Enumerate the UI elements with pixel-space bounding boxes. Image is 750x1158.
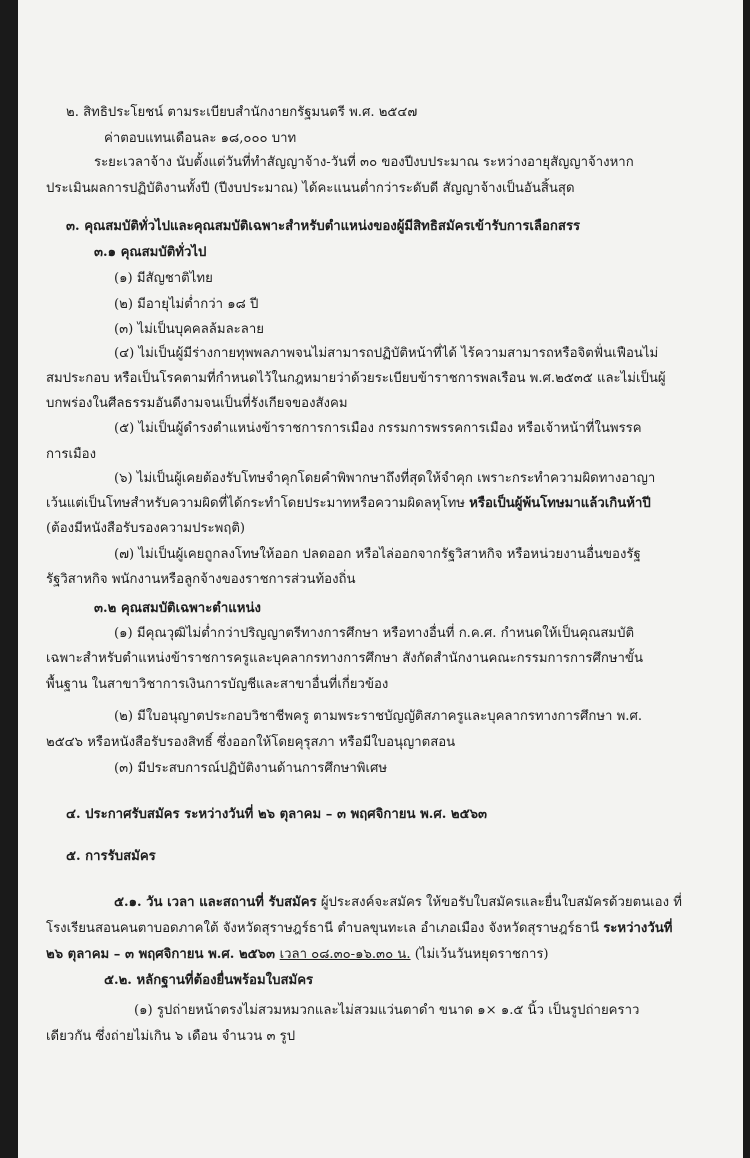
school-address: โรงเรียนสอนคนตาบอดภาคใต้ จังหวัดสุราษฎร์ธานี ตำบลขุนทะเล อำเภอเมือง จังหวัดสุราษฎร์ธานี [46,921,604,936]
specific-item-3: (๓) มีประสบการณ์ปฏิบัติงานด้านการศึกษาพิเศษ [114,761,388,776]
general-item-6-text: เว้นแต่เป็นโทษสำหรับความผิดที่ได้กระทำโดยประมาทหรือความผิดลหุโทษ [46,496,470,511]
specific-qualifications-heading: ๓.๒ คุณสมบัติเฉพาะตำแหน่ง [94,601,261,616]
general-item-3: (๓) ไม่เป็นบุคคลล้มละลาย [114,322,264,337]
section-3-heading: ๓. คุณสมบัติทั่วไปและคุณสมบัติเฉพาะสำหรับตำแหน่งของผู้มีสิทธิสมัครเข้ารับการเลือกสรร [66,219,581,234]
general-item-6-line-2 [46,495,651,513]
general-item-5-line-1: (๕) ไม่เป็นผู้ดำรงตำแหน่งข้าราชการการเมือง กรรมการพรรคการเมือง หรือเจ้าหน้าที่ในพรรค [114,421,642,436]
documents-item-1-line-1: (๑) รูปถ่ายหน้าตรงไม่สวมหมวกและไม่สวมแว่นตาดำ ขนาด ๑× ๑.๕ นิ้ว เป็นรูปถ่ายคราว [134,1003,640,1018]
salary-line: ค่าตอบแทนเดือนละ ๑๘,๐๐๐ บาท [104,131,297,146]
section-2-heading: ๒. สิทธิประโยชน์ ตามระเบียบสำนักงายกรัฐมนตรี พ.ศ. ๒๕๔๗ [66,105,418,120]
application-place-line-3 [46,946,549,964]
documents-heading: ๕.๒. หลักฐานที่ต้องยื่นพร้อมใบสมัคร [104,973,314,988]
section-4-heading: ๔. ประกาศรับสมัคร ระหว่างวันที่ ๒๖ ตุลาคม – ๓ พฤศจิกายน พ.ศ. ๒๕๖๓ [66,807,487,822]
application-place-label: ๕.๑. วัน เวลา และสถานที่ รับสมัคร [114,895,317,910]
specific-item-1-line-1: (๑) มีคุณวุฒิไม่ต่ำกว่าปริญญาตรีทางการศึกษา หรือทางอื่นที่ ก.ค.ศ. กำหนดให้เป็นคุณสมบัติ [114,626,635,641]
general-item-2: (๒) มีอายุไม่ต่ำกว่า ๑๘ ปี [114,297,259,312]
employment-period-line-2: ประเมินผลการปฏิบัติงานทั้งปี (ปีงบประมาณ) ได้คะแนนต่ำกว่าระดับดี สัญญาจ้างเป็นอันสิ้นสุด [46,181,575,196]
application-place-line-2 [46,920,672,938]
general-qualifications-heading: ๓.๑ คุณสมบัติทั่วไป [94,245,207,260]
general-item-4-line-2: สมประกอบ หรือเป็นโรคตามที่กำหนดไว้ในกฎหมายว่าด้วยระเบียบข้าราชการพลเรือน พ.ศ.๒๕๓๕ และไม่เป็นผู้ [46,371,666,386]
specific-item-1-line-3: พื้นฐาน ในสาขาวิชาการเงินการบัญชีและสาขาอื่นที่เกี่ยวข้อง [46,677,389,692]
general-item-4-line-3: บกพร่องในศีลธรรมอันดีงามจนเป็นที่รังเกียจของสังคม [46,396,348,411]
specific-item-2-line-2: ๒๕๔๖ หรือหนังสือรับรองสิทธิ์ ซึ่งออกให้โดยคุรุสภา หรือมีใบอนุญาตสอน [46,735,456,750]
specific-item-1-line-2: เฉพาะสำหรับตำแหน่งข้าราชการครูและบุคลากรทางการศึกษา สังกัดสำนักงานคณะกรรมการการศึกษาขั้น [46,651,643,666]
general-item-7-line-2: รัฐวิสาหกิจ พนักงานหรือลูกจ้างของราชการส่วนท้องถิ่น [46,572,356,587]
application-dates: ๒๖ ตุลาคม – ๓ พฤศจิกายน พ.ศ. ๒๕๖๓ [46,947,280,962]
general-item-7-line-1: (๗) ไม่เป็นผู้เคยถูกลงโทษให้ออก ปลดออก หรือไล่ออกจากรัฐวิสาหกิจ หรือหน่วยงานอื่นของรัฐ [114,547,641,562]
document-page [18,0,743,1158]
application-place-text: ผู้ประสงค์จะสมัคร ให้ขอรับใบสมัครและยื่นใบสมัครด้วยตนเอง ที่ [316,895,682,910]
application-place-line-1 [114,894,682,912]
general-item-6-line-3: (ต้องมีหนังสือรับรองความประพฤติ) [46,521,246,536]
section-5-heading: ๕. การรับสมัคร [66,849,156,864]
general-item-4-line-1: (๔) ไม่เป็นผู้มีร่างกายทุพพลภาพจนไม่สามารถปฏิบัติหน้าที่ได้ ไร้ความสามารถหรือจิตฟั่นเฟือนไม่ [114,346,659,361]
application-period-label: ระหว่างวันที่ [603,921,673,936]
general-item-5-line-2: การเมือง [46,447,97,462]
general-item-6-line-1: (๖) ไม่เป็นผู้เคยต้องรับโทษจำคุกโดยคำพิพากษาถึงที่สุดให้จำคุก เพราะกระทำความผิดทางอาญา [114,471,656,486]
general-item-6-emphasis: หรือเป็นผู้พ้นโทษมาแล้วเกินห้าปี [469,496,651,511]
general-item-1: (๑) มีสัญชาติไทย [114,271,213,286]
specific-item-2-line-1: (๒) มีใบอนุญาตประกอบวิชาชีพครู ตามพระราชบัญญัติสภาครูและบุคลากรทางการศึกษา พ.ศ. [114,709,643,724]
application-note: (ไม่เว้นวันหยุดราชการ) [410,947,549,962]
documents-item-1-line-2: เดียวกัน ซึ่งถ่ายไม่เกิน ๖ เดือน จำนวน ๓ รูป [46,1029,296,1044]
application-hours: เวลา ๐๘.๓๐-๑๖.๓๐ น. [279,947,411,962]
employment-period-line-1: ระยะเวลาจ้าง นับตั้งแต่วันที่ทำสัญญาจ้าง-วันที่ ๓๐ ของปีงบประมาณ ระหว่างอายุสัญญาจ้างหาก [94,155,634,170]
